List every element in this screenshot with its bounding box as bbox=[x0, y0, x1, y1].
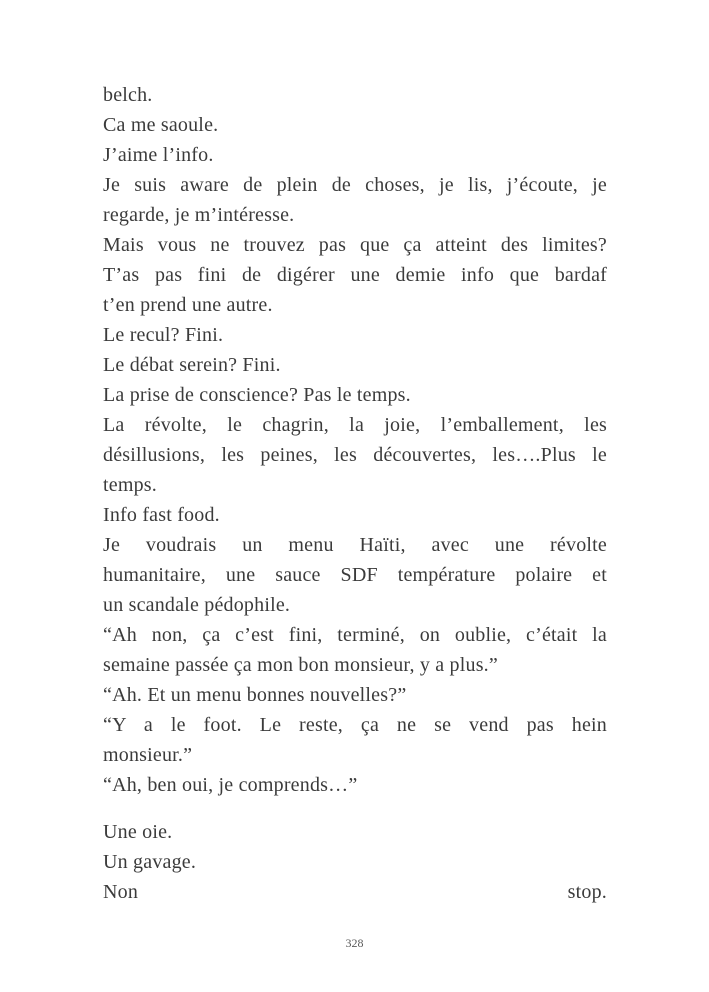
text-line: Je suis aware de plein de choses, je lis, j’écoute, je bbox=[103, 174, 607, 196]
text-line: Un gavage. bbox=[103, 851, 197, 873]
text-line: regarde, je m’intéresse. bbox=[103, 204, 295, 226]
text-line: T’as pas fini de digérer une demie info que bardaf bbox=[103, 264, 607, 286]
page-text-block bbox=[103, 80, 607, 907]
text-line: La prise de conscience? Pas le temps. bbox=[103, 384, 411, 406]
text-line: Info fast food. bbox=[103, 504, 220, 526]
text-line: désillusions, les peines, les découvertes, les….Plus le bbox=[103, 444, 607, 466]
text-line: belch. bbox=[103, 84, 153, 106]
text-line: Le recul? Fini. bbox=[103, 324, 224, 346]
text-line: “Ah. Et un menu bonnes nouvelles?” bbox=[103, 684, 407, 706]
text-line: Ca me saoule. bbox=[103, 114, 219, 136]
text-line: “Ah non, ça c’est fini, terminé, on oublie, c’était la bbox=[103, 624, 607, 646]
text-line: “Y a le foot. Le reste, ça ne se vend pas hein bbox=[103, 714, 607, 736]
text-line: J’aime l’info. bbox=[103, 144, 214, 166]
text-line: humanitaire, une sauce SDF température polaire et bbox=[103, 564, 607, 586]
text-line: un scandale pédophile. bbox=[103, 594, 291, 616]
text-line: temps. bbox=[103, 474, 157, 496]
text-line: Une oie. bbox=[103, 821, 173, 843]
text-line: “Ah, ben oui, je comprends…” bbox=[103, 774, 358, 796]
text-line: monsieur.” bbox=[103, 744, 193, 766]
text-line: Non stop. bbox=[103, 881, 607, 903]
page-number: 328 bbox=[345, 936, 364, 950]
text-line: Je voudrais un menu Haïti, avec une révolte bbox=[103, 534, 607, 556]
text-line: Le débat serein? Fini. bbox=[103, 354, 281, 376]
text-line: Mais vous ne trouvez pas que ça atteint des limites? bbox=[103, 234, 607, 256]
text-line: semaine passée ça mon bon monsieur, y a plus.” bbox=[103, 654, 498, 676]
text-line: t’en prend une autre. bbox=[103, 294, 273, 316]
text-line: La révolte, le chagrin, la joie, l’emballement, les bbox=[103, 414, 607, 436]
